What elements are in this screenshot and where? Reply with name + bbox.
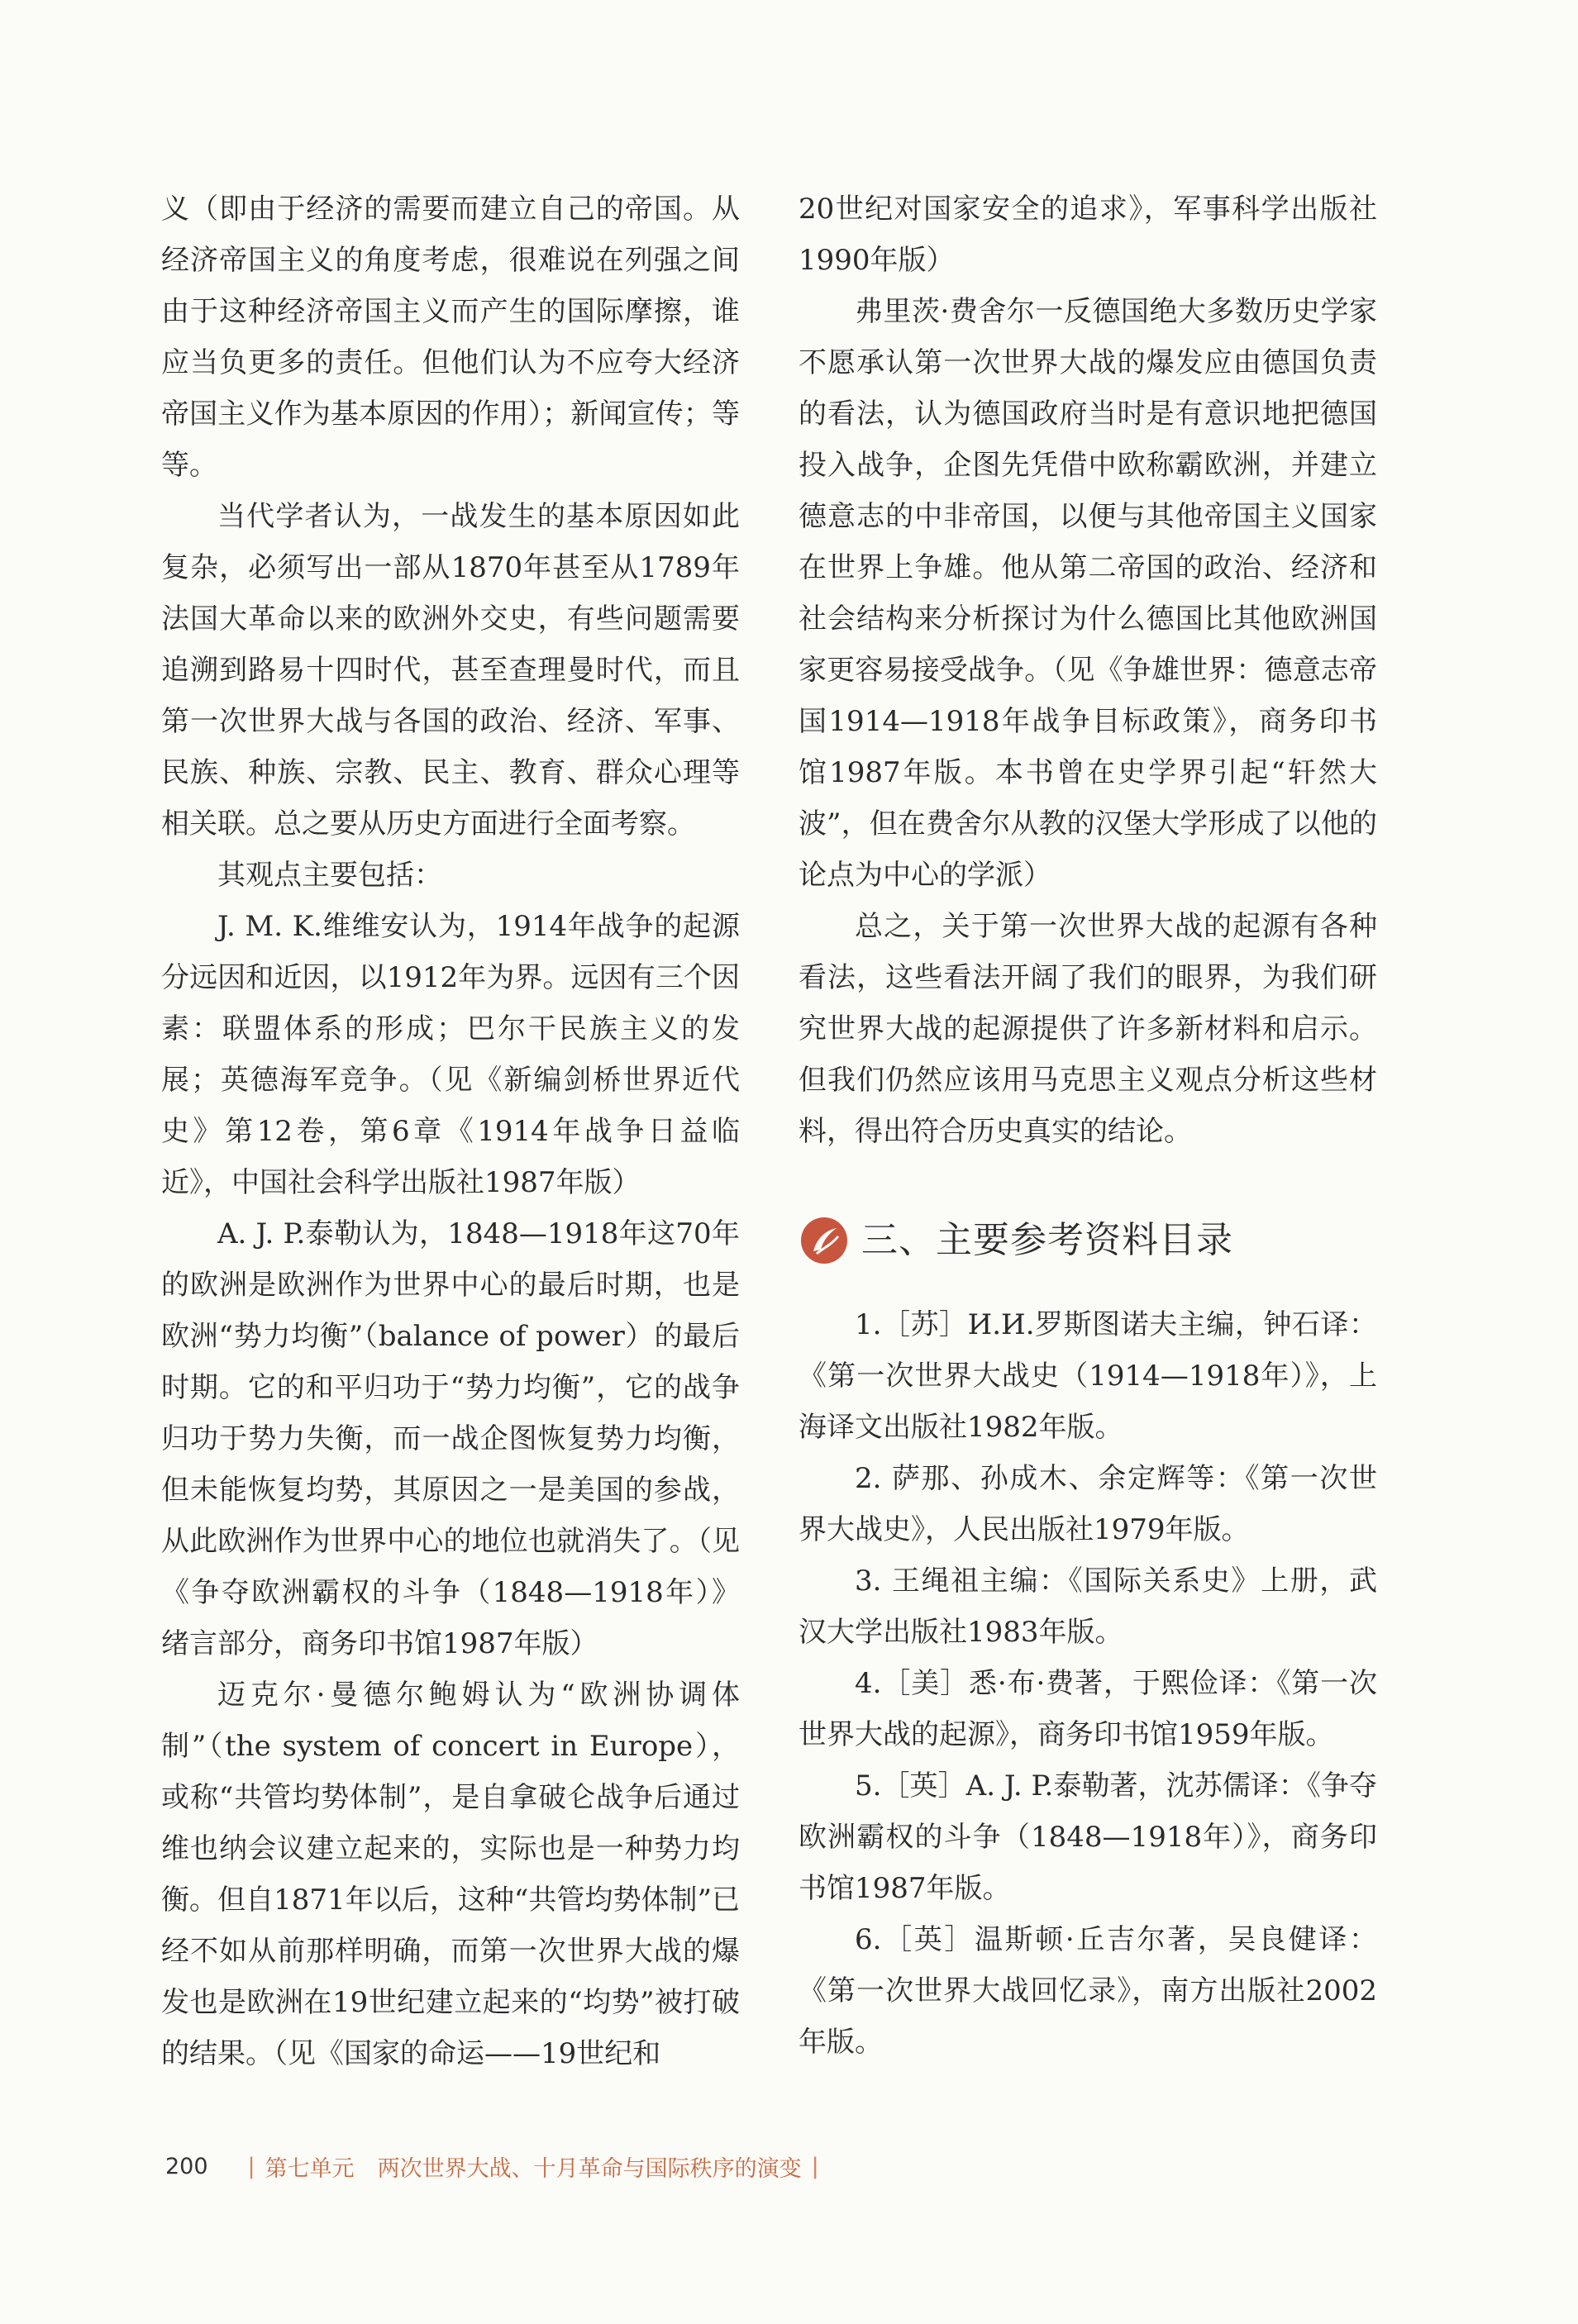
page-footer	[165, 2150, 829, 2183]
left-paragraph-1: 义（即由于经济的需要而建立自己的帝国。从经济帝国主义的角度考虑，很难说在列强之间由于这种经济帝国主义而产生的国际摩擦，谁应当负更多的责任。但他们认为不应夸大经济帝国主义作为基本原因的作用）；新闻宣传；等等。	[161, 193, 740, 482]
reference-item: 3. 王绳祖主编：《国际关系史》上册，武汉大学出版社1983年版。	[799, 1564, 1377, 1649]
reference-item: 6.［英］温斯顿·丘吉尔著，吴良健译：《第一次世界大战回忆录》，南方出版社2002年版。	[799, 1923, 1377, 2059]
left-paragraph-3: 其观点主要包括：	[217, 859, 442, 892]
page-number: 200	[165, 2154, 208, 2179]
reference-item: 1.［苏］И.И.罗斯图诺夫主编，钟石译：《第一次世界大战史（1914—1918年）》，上海译文出版社1982年版。	[799, 1308, 1377, 1444]
left-paragraph-4: J. M. K.维维安认为，1914年战争的起源分远因和近因，以1912年为界。远因有三个因素：联盟体系的形成；巴尔干民族主义的发展；英德海军竞争。（见《新编剑桥世界近代史》第12卷，第6章《1914年战争日益临近》，中国社会科学出版社1987年版）	[161, 910, 740, 1199]
right-paragraph-1: 20世纪对国家安全的追求》，军事科学出版社1990年版）	[799, 193, 1377, 277]
reference-item: 2. 萨那、孙成木、余定辉等：《第一次世界大战史》，人民出版社1979年版。	[799, 1462, 1377, 1546]
right-column	[799, 183, 1377, 2068]
section-marker-icon	[799, 1215, 850, 1266]
section-title: 三、主要参考资料目录	[861, 1219, 1233, 1261]
right-paragraph-2: 弗里茨·费舍尔一反德国绝大多数历史学家不愿承认第一次世界大战的爆发应由德国负责的看法，认为德国政府当时是有意识地把德国投入战争，企图先凭借中欧称霸欧洲，并建立德意志的中非帝国，以便与其他帝国主义国家在世界上争雄。他从第二帝国的政治、经济和社会结构来分析探讨为什么德国比其他欧洲国家更容易接受战争。（见《争雄世界：德意志帝国1914—1918年战争目标政策》，商务印书馆1987年版。本书曾在史学界引起“轩然大波”，但在费舍尔从教的汉堡大学形成了以他的论点为中心的学派）	[799, 295, 1377, 892]
footer-separator: |	[247, 2154, 255, 2179]
left-paragraph-2: 当代学者认为，一战发生的基本原因如此复杂，必须写出一部从1870年甚至从1789年法国大革命以来的欧洲外交史，有些问题需要追溯到路易十四时代，甚至查理曼时代，而且第一次世界大战与各国的政治、经济、军事、民族、种族、宗教、民主、教育、群众心理等相关联。总之要从历史方面进行全面考察。	[161, 500, 740, 841]
left-column	[161, 183, 740, 2079]
left-paragraph-5: A. J. P.泰勒认为，1848—1918年这70年的欧洲是欧洲作为世界中心的最后时期，也是欧洲“势力均衡”（balance of power）的最后时期。它的和平归功于“势力均衡”，它的战争归功于势力失衡，而一战企图恢复势力均衡，但未能恢复均势，其原因之一是美国的参战，从此欧洲作为世界中心的地位也就消失了。（见《争夺欧洲霸权的斗争（1848—1918年）》绪言部分，商务印书馆1987年版）	[161, 1217, 740, 1660]
footer-separator-end: |	[811, 2154, 819, 2179]
reference-item: 4.［美］悉·布·费著，于熙俭译：《第一次世界大战的起源》，商务印书馆1959年版。	[799, 1667, 1377, 1751]
unit-label: 第七单元	[265, 2156, 355, 2182]
section-heading	[799, 1215, 1377, 1266]
right-paragraph-3: 总之，关于第一次世界大战的起源有各种看法，这些看法开阔了我们的眼界，为我们研究世界大战的起源提供了许多新材料和启示。但我们仍然应该用马克思主义观点分析这些材料，得出符合历史真实的结论。	[799, 910, 1377, 1148]
unit-title: 两次世界大战、十月革命与国际秩序的演变	[377, 2156, 802, 2182]
reference-item: 5.［英］A. J. P.泰勒著，沈苏儒译：《争夺欧洲霸权的斗争（1848—1918年）》，商务印书馆1987年版。	[799, 1769, 1377, 1905]
left-paragraph-6: 迈克尔·曼德尔鲍姆认为“欧洲协调体制”（the system of concert in Europe），或称“共管均势体制”，是自拿破仑战争后通过维也纳会议建立起来的，实际也是一种势力均衡。但自1871年以后，这种“共管均势体制”已经不如从前那样明确，而第一次世界大战的爆发也是欧洲在19世纪建立起来的“均势”被打破的结果。（见《国家的命运——19世纪和	[161, 1679, 740, 2070]
